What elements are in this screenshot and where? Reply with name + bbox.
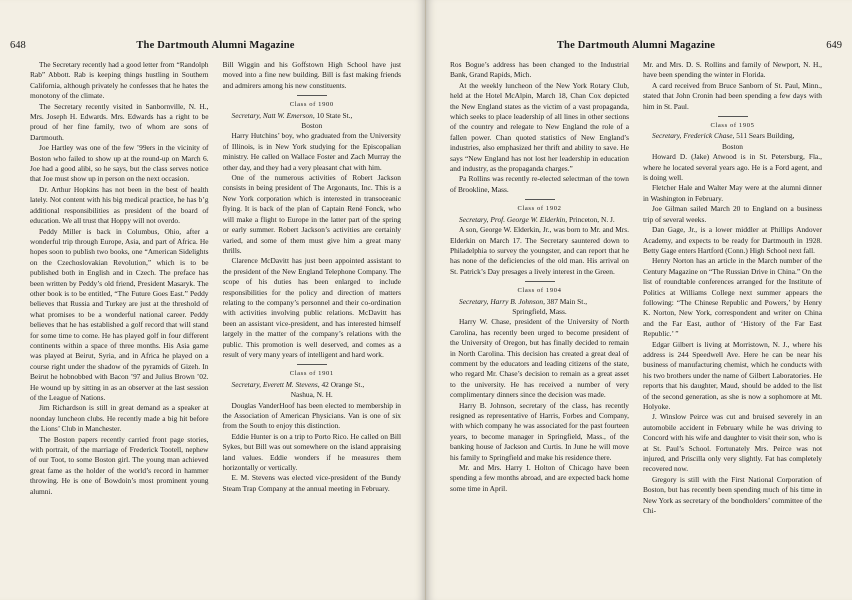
paragraph: One of the numerous activities of Robert Jackson consists in being president of The Argonauts, Inc. This is a New York corporation which is interested in transoceanic flying. It is back of the plan of Captain René Fonck, who will make a flight to Europe in the latter part of the spring or early summer. Robert Jackson’s activities are certainly varied, and some of them must give him a great many thrills. (222, 173, 401, 255)
paragraph: Dan Gage, Jr., is a lower middler at Phillips Andover Academy, and expects to be ready for Dartmouth in 1928. Betty Gage enters Hartford (Conn.) High School next fall. (643, 225, 822, 255)
class-secretary-1905 (643, 131, 822, 141)
secretary-label: Secretary, Frederick Chase, (652, 131, 735, 141)
paragraph: Howard D. (Jake) Atwood is in St. Petersburg, Fla., where he located several years ago. He is a Ford agent, and is doing well. (643, 152, 822, 183)
running-title-right: The Dartmouth Alumni Magazine (556, 40, 716, 51)
class-heading-1904: Class of 1904 (517, 287, 562, 295)
paragraph: J. Winslow Peirce was cut and bruised severely in an automobile accident in February while he was driving to Concord with his wife and daughter to visit their son, who is at St. Paul’s School. Fortunately Mrs. Peirce was not injured, and Priscilla only very slightly. Fat has completely recovered now. (643, 412, 822, 474)
section-divider (525, 281, 555, 282)
left-column-1 (30, 60, 209, 600)
right-column-2 (643, 60, 822, 600)
class-city-1900: Boston (301, 121, 323, 131)
page-number-right: 649 (826, 40, 842, 51)
paragraph: Jim Richardson is still in great demand as a speaker at noonday luncheon clubs. He recently made a big hit before the Lions’ Club in Manchester. (30, 403, 209, 434)
paragraph: Eddie Hunter is on a trip to Porto Rico. He called on Bill Sykes, but Bill was out somewhere on the island appraising land values. Eddie wonders if he measures them horizontally or vertically. (222, 431, 401, 473)
paragraph: Henry Norton has an article in the March number of the Century Magazine on “The Russian Drive in China.” On the list of roundtable conferences arranged for the Institute of Politics at Williams College next summer appears the following: “The Chinese Republic and Powers,’ by Henry K. Norton, New York, correspondent and writer on China and the Far East, author of ‘History of the Far East Republic.’ ” (643, 256, 822, 339)
secretary-address: 387 Main St., (546, 296, 588, 306)
paragraph: Harry Hutchins’ boy, who graduated from the University of Illinois, is in New York studying for the Episcopalian ministry. He called on Wallace Foster and Zach Murray the other day, and they had a very pleasant chat with him. (222, 131, 401, 172)
class-city-1905: Boston (722, 141, 743, 151)
section-divider (297, 364, 327, 365)
secretary-address: 511 Sears Building, (736, 131, 795, 141)
class-secretary-1904 (450, 297, 629, 307)
left-column-2 (223, 60, 402, 600)
paragraph: E. M. Stevens was elected vice-president of the Bundy Steam Trap Company at the annual meeting in February. (222, 473, 401, 493)
paragraph: Ros Bogue’s address has been changed to the Industrial Bank, Grand Rapids, Mich. (450, 60, 629, 80)
section-divider (297, 95, 327, 96)
secretary-label: Secretary, Everett M. Stevens, (231, 379, 320, 389)
section-divider (525, 199, 555, 200)
paragraph: Pa Rollins was recently re-elected selectman of the town of Brookline, Mass. (450, 174, 629, 194)
class-heading-1902: Class of 1902 (517, 205, 562, 213)
paragraph: At the weekly luncheon of the New York Rotary Club, held at the Hotel McAlpin, March 18, Chan Cox depicted the New England states as the victim of a vast propaganda, which seeks to place leadership of all lines in other sections of the country and relegate to New England the role of a fallen power. Chan quoted statistics of New England’s industries, also emphasized her thrift and ability to save. He says “New England has not lost her leadership in education and industry, as the propaganda charges.” (450, 80, 629, 174)
secretary-label: Secretary, Natt W. Emerson, (231, 110, 315, 120)
paragraph: Fletcher Hale and Walter May were at the alumni dinner in Washington in February. (643, 183, 822, 203)
class-secretary-1902 (450, 215, 629, 225)
paragraph: Peddy Miller is back in Columbus, Ohio, after a wonderful trip through Europe, Asia, and part of Africa. He hopes soon to publish two books, one “American Sidelights on the Czechoslovakian Revolution,” which is to be published both in English and in Czech. The preface has been written by Peddy’s old friend, President Masaryk. The other book is to be entitled, “The Future Goes East.” Peddy believes that Russia and Turkey are just at the threshold of what promises to be a wonderful national career. Peddy believes that he has established a golf record that will stand for some time to come. He has played golf in four different continents within a space of three months. His Asia game was played at Beirut, Syria, and in Africa he played on a course right under the shadow of the pyramids of Gizeh. In Beirut he hobnobbed with Bacon ’97 and Julius Brown ’02. He wound up by sitting in as an observer at the last session of the League of Nations. (30, 226, 209, 402)
paragraph: A son, George W. Elderkin, Jr., was born to Mr. and Mrs. Elderkin on March 17. The Secretary sauntered down to Philadelphia to survey the youngster, and can report that he has none of the deficiencies of the old man. His arrival on St. Patrick’s Day presages a lively interest in the Green. (450, 225, 629, 276)
secretary-label: Secretary, Prof. George W. Elderkin, (459, 214, 568, 224)
paragraph: Bill Wiggin and his Goffstown High School have just moved into a fine new building. Bill is fast making friends and admirers among his new constituents. (222, 60, 401, 90)
right-page-columns (450, 60, 822, 600)
paragraph: Mr. and Mrs. D. S. Rollins and family of Newport, N. H., have been spending the winter in Florida. (643, 60, 822, 80)
secretary-label: Secretary, Harry B. Johnson, (459, 296, 545, 306)
paragraph: Joe Gilman sailed March 20 to England on a business trip of several weeks. (643, 204, 822, 224)
paragraph: Edgar Gilbert is living at Morristown, N. J., where his address is 244 Speedwell Ave. Here he can be near his business of manufacturing chemist, which he conducts with his two brothers under the name of Gilbert Laboratories. He reports that his daughter, Maud, should be added to the list of the second generation, as she is now a sophomore at Mt. Holyoke. (643, 339, 822, 411)
class-heading-1900: Class of 1900 (289, 101, 334, 109)
right-page (426, 0, 852, 600)
left-page-columns (30, 60, 401, 600)
paragraph: Mr. and Mrs. Harry I. Holton of Chicago have been spending a few months abroad, and are expected back home some time in April. (450, 463, 629, 493)
running-title-left: The Dartmouth Alumni Magazine (136, 40, 295, 51)
right-page-header (450, 40, 842, 54)
section-divider (718, 116, 748, 117)
secretary-address: Princeton, N. J. (568, 214, 615, 224)
class-heading-1905: Class of 1905 (710, 122, 755, 130)
paragraph: Clarence McDavitt has just been appointed assistant to the president of the New England Telephone Company. The scope of his duties has been enlarged to include responsibilities for the policy and direction of matters relating to the company’s personnel and their co-ordination with activities involving public relations. McDavitt has been an assistant vice-president, and has interested himself largely in the matter of the company’s relations with the public. This promotion is well deserved, and comes as a result of very many years of intelligent and hard work. (222, 256, 401, 359)
paragraph: Dr. Arthur Hopkins has not been in the best of health lately. Not content with his big medical practice, he has b’g additional responsibilities as president of the board of education. We all trust that Hoppy will not overdo. (30, 184, 209, 226)
class-city-1901: Nashua, N. H. (290, 390, 333, 400)
paragraph: The Boston papers recently carried front page stories, with portrait, of the marriage of Frederick Tootell, nephew of our Toot, to some Boston girl. The young man achieved great fame as the holder of the world’s record in hammer throwing. He is one of Bowdoin’s most prominent young alumni. (30, 434, 209, 496)
class-secretary-1901 (223, 380, 402, 390)
page-number-left: 648 (10, 40, 26, 51)
paragraph: Gregory is still with the First National Corporation of Boston, but has recently been spending much of his time in New York as secretary of the bondholders’ committee of the Chi- (643, 474, 822, 516)
paragraph: Joe Hartley was one of the few ’99ers in the vicinity of Boston who failed to show up at the round-up on March 6. Joe had a good alibi, so he says, but the class serves notice that Joe must show up in person on the next occasion. (30, 143, 209, 184)
right-column-1 (450, 60, 629, 600)
class-city-1904: Springfield, Mass. (512, 306, 567, 316)
secretary-address: 10 State St., (316, 110, 353, 120)
paragraph: Douglas VanderHoof has been elected to membership in the Association of American Physicians. Van is one of six from the South to enjoy this distinction. (222, 400, 401, 431)
paragraph: Harry B. Johnson, secretary of the class, has recently resigned as representative of Harris, Forbes and Company, with which company he was associated for the past fourteen years, to become manager in Springfield, Mass., of the banking house of Jackson and Curtis. In June he will move his family to Springfield and make his residence there. (450, 400, 629, 462)
left-page-header (10, 40, 401, 54)
paragraph: The Secretary recently visited in Sanbornville, N. H., Mrs. Joseph H. Edwards. Mrs. Edwards has a right to be proud of her fine family, two of whom are sons of Dartmouth. (30, 101, 209, 142)
paragraph: A card received from Bruce Sanborn of St. Paul, Minn., stated that John Cronin had been spending a few days with him in St. Paul. (643, 80, 822, 111)
secretary-address: 42 Orange St., (321, 379, 365, 389)
class-secretary-1900 (223, 111, 402, 121)
class-heading-1901: Class of 1901 (289, 370, 334, 378)
paragraph: Harry W. Chase, president of the University of North Carolina, has recently been urged to become president of the University of Oregon, but has finally decided to remain in North Carolina. This decision has created a great deal of comment by the educators and leading citizens of the state, who regard Mr. Chase’s decision to remain as a great asset to the university. He has received a number of very complimentary dinners since the decision was made. (450, 317, 629, 400)
paragraph: The Secretary recently had a good letter from “Randolph Rab” Abbott. Rab is keeping things hustling in Southern California, although privately he confesses that he hates the monotony of the climate. (30, 60, 209, 101)
